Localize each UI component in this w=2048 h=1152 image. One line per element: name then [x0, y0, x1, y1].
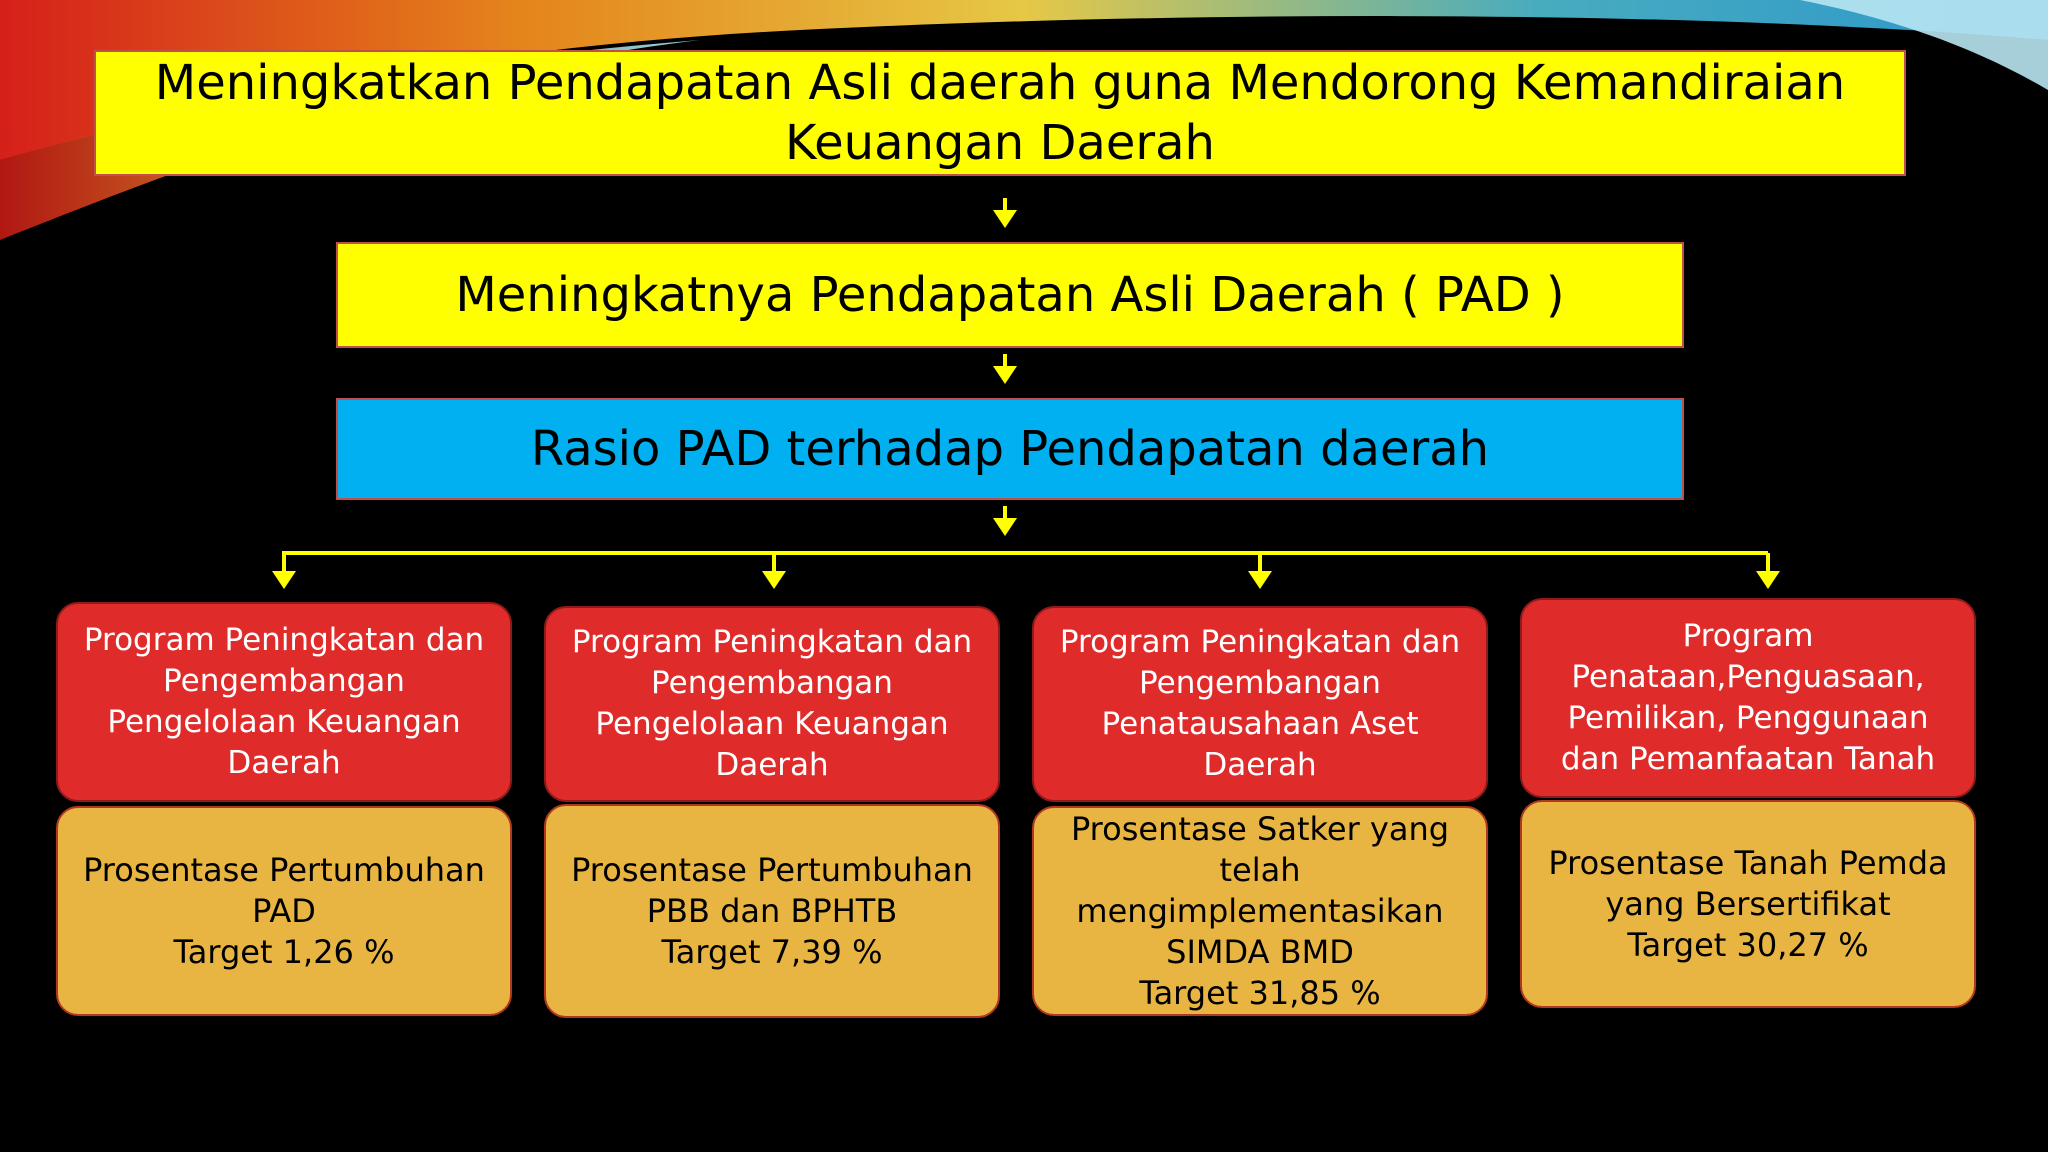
- program-box-4: [1520, 598, 1976, 798]
- target-box-1: [56, 806, 512, 1016]
- program-name-2: Program Peningkatan dan Pengembangan Pengelolaan Keuangan Daerah: [571, 624, 973, 783]
- branch-connector-line: [282, 551, 1768, 555]
- outcome-text: Meningkatnya Pendapatan Asli Daerah ( PAD ): [455, 267, 1565, 323]
- goal-text: Meningkatkan Pendapatan Asli daerah guna Mendorong Kemandiraian Keuangan Daerah: [154, 55, 1846, 171]
- program-box-2: [544, 606, 1000, 802]
- target-text-1: Prosentase Pertumbuhan PAD Target 1,26 %: [83, 850, 485, 971]
- program-name-4: Program Penataan,Penguasaan, Pemilikan, Penggunaan dan Pemanfaatan Tanah: [1560, 618, 1936, 777]
- target-text-4: Prosentase Tanah Pemda yang Bersertifikat Target 30,27 %: [1548, 843, 1948, 964]
- target-box-4: [1520, 800, 1976, 1008]
- program-box-3: [1032, 606, 1488, 802]
- indicator-box: [336, 398, 1684, 500]
- target-text-3: Prosentase Satker yang telah mengimplementasikan SIMDA BMD Target 31,85 %: [1070, 809, 1450, 1012]
- target-box-3: [1032, 806, 1488, 1016]
- target-text-2: Prosentase Pertumbuhan PBB dan BPHTB Target 7,39 %: [571, 850, 973, 971]
- target-box-2: [544, 804, 1000, 1018]
- indicator-text: Rasio PAD terhadap Pendapatan daerah: [530, 421, 1490, 477]
- goal-box: [94, 50, 1906, 176]
- program-name-1: Program Peningkatan dan Pengembangan Pengelolaan Keuangan Daerah: [83, 622, 485, 781]
- outcome-box: [336, 242, 1684, 348]
- program-name-3: Program Peningkatan dan Pengembangan Penatausahaan Aset Daerah: [1059, 624, 1461, 783]
- program-box-1: [56, 602, 512, 802]
